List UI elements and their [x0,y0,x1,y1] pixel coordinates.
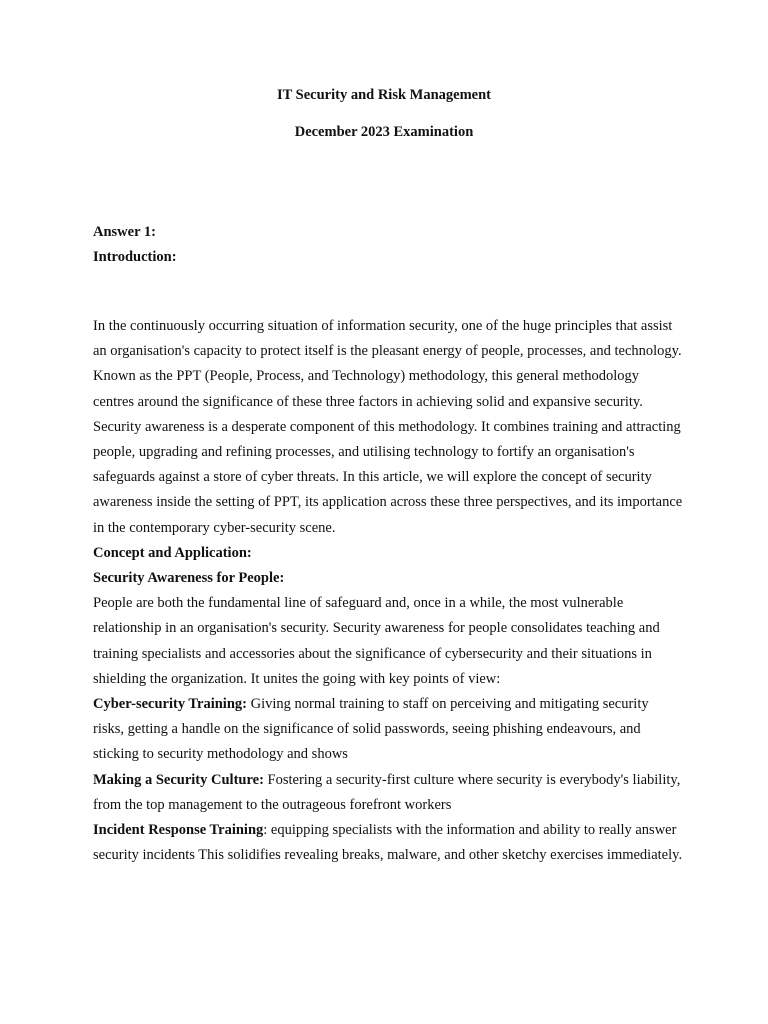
concept-heading: Concept and Application: [93,544,252,561]
introduction-paragraph: In the continuously occurring situation of information security, one of the huge principles that assist an organisation's capacity to protect itself is the pleasant energy of people, processes, and technology. Known as the PPT (People, Process, and Technology) methodology, this general methodology centres around the significance of these three factors in achieving solid and expansive security. Security awareness is a desperate component of this methodology. It combines training and attracting people, upgrading and refining processes, and utilising technology to fortify an organisation's safeguards against a store of cyber threats. In this article, we will explore the concept of security awareness inside the setting of PPT, its application across these three perspectives, and its importance in the contemporary cyber-security scene. [93,318,683,536]
answer-heading: Answer 1: [93,224,156,240]
point-label: Making a Security Culture: [93,771,264,788]
point-security-culture [93,768,683,818]
document-title: IT Security and Risk Management [276,87,492,103]
point-label: Incident Response Training [93,822,264,839]
point-text: Giving normal training to staff on perceiving and mitigating security risks, getting a handle on the significance of solid passwords, seeing phishing endeavours, and sticking to security methodology and shows [93,696,649,763]
point-label: Cyber-security Training: [93,696,247,713]
document-subtitle: December 2023 Examination [294,124,474,140]
document-body [93,314,683,868]
point-text: : equipping specialists with the information and ability to really answer security incidents This solidifies revealing breaks, malware, and other sketchy exercises immediately. [93,822,683,864]
people-paragraph: People are both the fundamental line of safeguard and, once in a while, the most vulnerable relationship in an organisation's security. Security awareness for people consolidates teaching and training specialists and accessories about the significance of cybersecurity and their situations in shielding the organization. It unites the going with key points of view: [93,595,660,687]
introduction-heading: Introduction: [93,249,177,265]
point-incident-response-training [93,818,683,868]
point-text: Fostering a security-first culture where security is everybody's liability, from the top management to the outrageous forefront workers [93,771,681,813]
people-heading: Security Awareness for People: [93,570,285,587]
point-cyber-security-training [93,692,683,768]
